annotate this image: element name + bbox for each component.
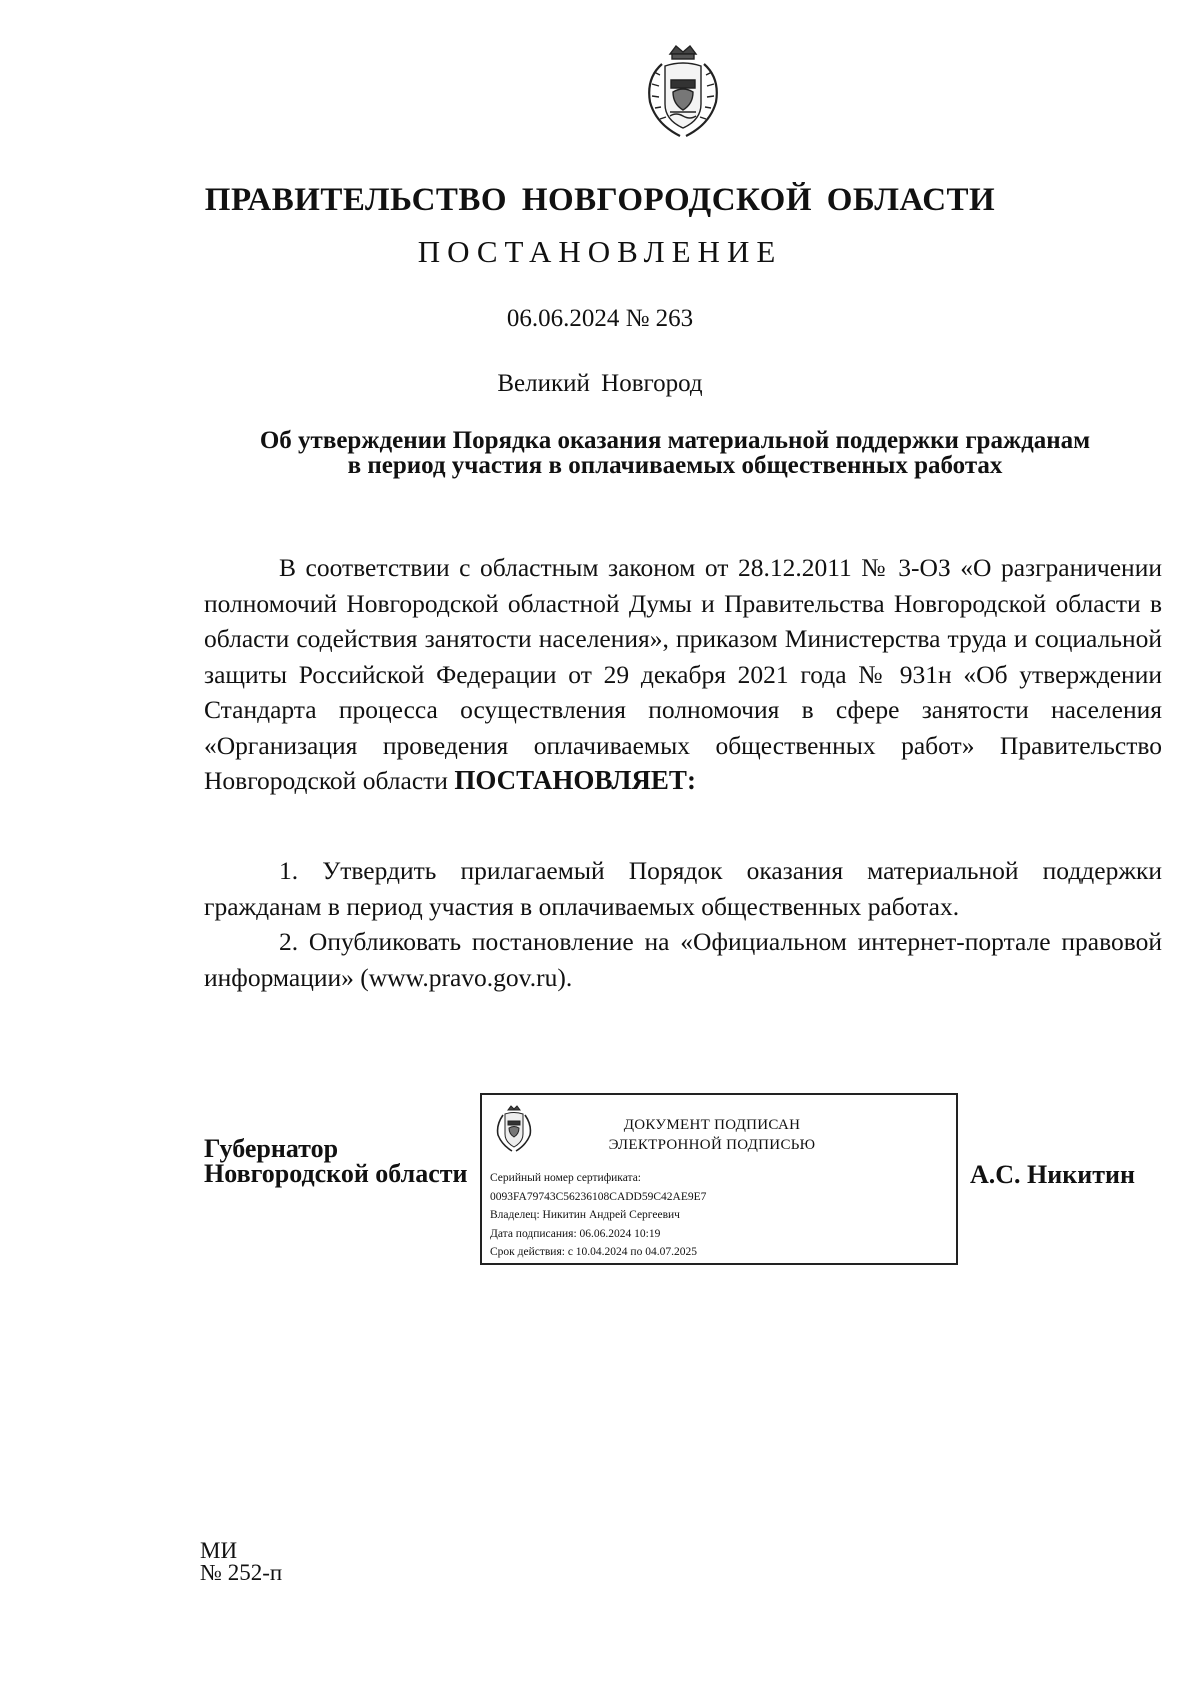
document-date-number: 06.06.2024 № 263 — [506, 305, 694, 332]
document-type: ПОСТАНОВЛЕНИЕ — [417, 234, 783, 269]
subject-line-1: Об утверждении Порядка оказания материальной поддержки гражданам — [259, 427, 1091, 454]
decree-word: ПОСТАНОВЛЯЕТ: — [454, 765, 696, 795]
stamp-coat-of-arms-icon — [494, 1105, 534, 1153]
electronic-signature-stamp — [480, 1093, 958, 1265]
decree-points — [204, 853, 1162, 995]
preamble-text: В соответствии с областным законом от 28.12.2011 № 3-ОЗ «О разграничении полномочий Новгородской областной Думы и Правительства Новгородской области в области содействия занятости населения», приказом Министерства труда и социальной защиты Российской Федерации от 29 декабря 2021 года № 931н «Об утверждении Стандарта процесса осуществления полномочия в сфере занятости населения «Организация проведения оплачиваемых общественных работ» Правительство Новгородской области — [204, 553, 1162, 795]
document-place: Великий Новгород — [497, 370, 703, 397]
position-line-1: Губернатор — [204, 1134, 339, 1163]
point-1: 1. Утвердить прилагаемый Порядок оказания материальной поддержки гражданам в период участия в оплачиваемых общественных работах. — [204, 856, 1162, 921]
stamp-serial-label: Серийный номер сертификата: — [490, 1172, 641, 1184]
document-subject — [190, 428, 1160, 478]
stamp-title-line-2: ЭЛЕКТРОННОЙ ПОДПИСЬЮ — [608, 1137, 816, 1153]
footer-code: № 252-п — [200, 1560, 283, 1585]
stamp-signed-date: Дата подписания: 06.06.2024 10:19 — [490, 1227, 661, 1240]
stamp-owner: Владелец: Никитин Андрей Сергеевич — [490, 1209, 680, 1221]
footer-reference — [200, 1540, 282, 1584]
point-2: 2. Опубликовать постановление на «Официальном интернет-портале правовой информации» (www.pravo.gov.ru). — [204, 927, 1162, 992]
preamble-paragraph — [204, 550, 1162, 799]
footer-initials: МИ — [200, 1538, 238, 1563]
coat-of-arms-icon — [640, 42, 726, 142]
stamp-title — [562, 1115, 862, 1155]
organization-title: ПРАВИТЕЛЬСТВО НОВГОРОДСКОЙ ОБЛАСТИ — [204, 182, 996, 218]
position-line-2: Новгородской области — [204, 1159, 468, 1188]
stamp-validity: Срок действия: с 10.04.2024 по 04.07.2025 — [490, 1246, 697, 1258]
signatory-name: А.С. Никитин — [970, 1160, 1135, 1189]
stamp-details — [490, 1169, 706, 1262]
subject-line-2: в период участия в оплачиваемых общественных работах — [347, 452, 1003, 479]
stamp-serial-value: 0093FA79743C56236108CADD59C42AE9E7 — [490, 1190, 707, 1203]
signatory-position — [204, 1136, 468, 1186]
stamp-title-line-1: ДОКУМЕНТ ПОДПИСАН — [623, 1117, 801, 1133]
